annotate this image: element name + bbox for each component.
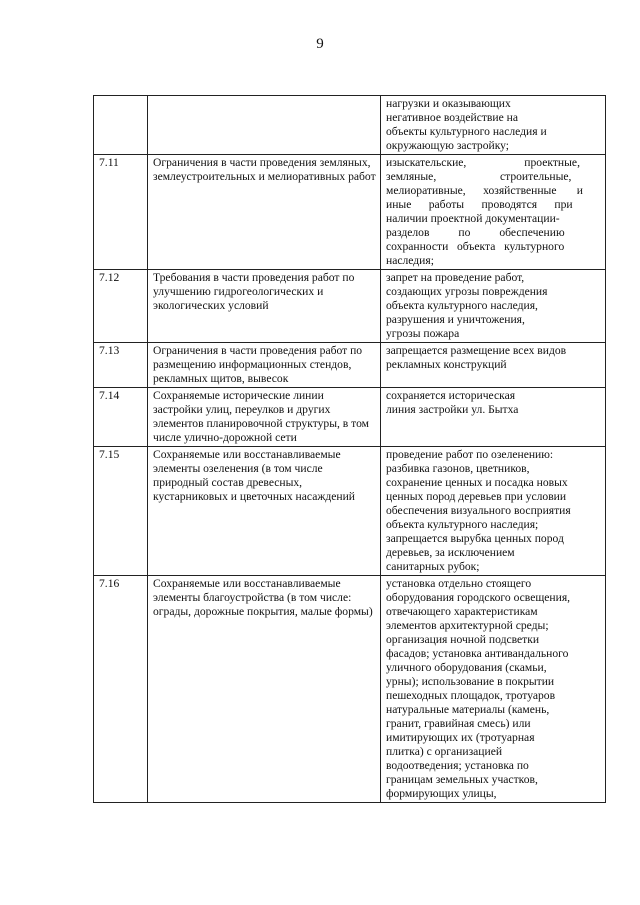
table-row [94,343,606,388]
row-requirements [381,96,606,155]
regulations-table [93,95,606,803]
row-title: Сохраняемые или восстанавливаемые элементы благоустройства (в том числе: ограды, дорожные покрытия, малые формы) [148,576,381,803]
row-number: 7.12 [94,270,148,343]
row-requirements [381,447,606,576]
row-number: 7.14 [94,388,148,447]
row-requirements [381,388,606,447]
requirement-line: нагрузки и оказывающих [386,97,511,110]
row-number: 7.11 [94,155,148,270]
requirement-line: санитарных рубок; [386,560,480,573]
requirement-line: изыскательские, проектные, [386,156,580,169]
requirement-line: ценных пород деревьев при условии [386,490,567,503]
row-number: 7.16 [94,576,148,803]
requirement-line: оборудования городского освещения, [386,591,571,604]
requirement-line: разделов по обеспечению [386,226,565,239]
requirement-line: организация ночной подсветки [386,633,540,646]
requirement-line: земляные, строительные, [386,170,572,183]
requirement-line: наследия; [386,254,434,267]
requirement-line: пешеходных площадок, тротуаров [386,689,556,702]
requirement-line: фасадов; установка антивандального [386,647,569,660]
row-title: Ограничения в части проведения работ по размещению информационных стендов, рекламных щитов, вывесок [148,343,381,388]
requirement-line: обеспечения визуального восприятия [386,504,571,517]
row-requirements [381,576,606,803]
row-title: Ограничения в части проведения земляных, землеустроительных и мелиоративных работ [148,155,381,270]
requirement-line: разрушения и уничтожения, [386,313,525,326]
requirement-line: формирующих улицы, [386,787,497,800]
requirement-line: элементов архитектурной среды; [386,619,549,632]
requirement-line: плитка) с организацией [386,745,503,758]
table-row [94,270,606,343]
requirement-line: имитирующих их (тротуарная [386,731,535,744]
requirement-line: угрозы пожара [386,327,460,340]
row-title [148,96,381,155]
row-title: Сохраняемые или восстанавливаемые элементы озеленения (в том числе природный состав древесных, кустарниковых и цветочных насаждений [148,447,381,576]
requirement-line: запрет на проведение работ, [386,271,525,284]
requirement-line: сохраняется историческая [386,389,516,402]
requirement-line: объекта культурного наследия, [386,299,538,312]
row-title: Требования в части проведения работ по улучшению гидрогеологических и экологических условий [148,270,381,343]
requirement-line: окружающую застройку; [386,139,510,152]
row-number: 7.13 [94,343,148,388]
requirement-line: объекты культурного наследия и [386,125,547,138]
requirement-line: создающих угрозы повреждения [386,285,548,298]
requirement-line: сохранности объекта культурного [386,240,565,253]
requirement-line: наличии проектной документации- [386,212,560,225]
requirement-line: запрещается вырубка ценных пород [386,532,564,545]
requirement-line: отвечающего характеристикам [386,605,538,618]
requirement-line: водоотведения; установка по [386,759,529,772]
row-title: Сохраняемые исторические линии застройки улиц, переулков и других элементов планировочной структуры, в том числе улично-дорожной сети [148,388,381,447]
table-row [94,96,606,155]
requirement-line: мелиоративные, хозяйственные и [386,184,583,197]
requirement-line: объекта культурного наследия; [386,518,539,531]
requirement-line: урны); использование в покрытии [386,675,555,688]
requirement-line: натуральные материалы (камень, [386,703,550,716]
requirement-line: проведение работ по озеленению: [386,448,554,461]
requirement-line: установка отдельно стоящего [386,577,532,590]
requirement-line: границам земельных участков, [386,773,538,786]
row-number: 7.15 [94,447,148,576]
requirement-line: запрещается размещение всех видов [386,344,567,357]
requirement-line: деревьев, за исключением [386,546,515,559]
requirement-line: рекламных конструкций [386,358,507,371]
table-row [94,155,606,270]
row-number [94,96,148,155]
table-row [94,447,606,576]
requirement-line: иные работы проводятся при [386,198,573,211]
requirement-line: уличного оборудования (скамьи, [386,661,547,674]
row-requirements [381,270,606,343]
requirement-line: гранит, гравийная смесь) или [386,717,531,730]
requirement-line: линия застройки ул. Бытха [386,403,519,416]
requirement-line: сохранение ценных и посадка новых [386,476,568,489]
requirement-line: негативное воздействие на [386,111,518,124]
table-row [94,388,606,447]
page-number: 9 [316,36,324,52]
row-requirements [381,155,606,270]
row-requirements [381,343,606,388]
requirement-line: разбивка газонов, цветников, [386,462,530,475]
table-row [94,576,606,803]
